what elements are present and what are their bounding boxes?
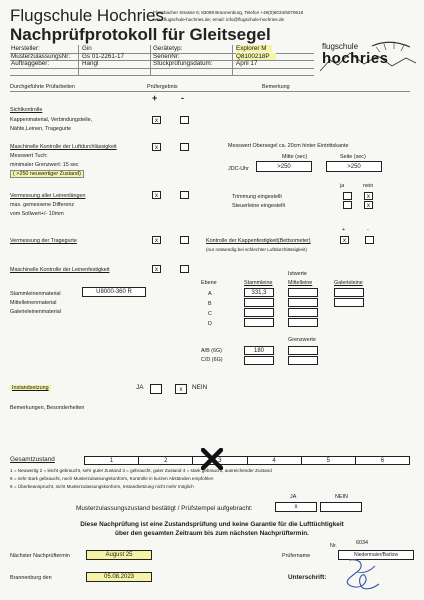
heading-work: Durchgeführte Prüfarbeiten — [10, 84, 76, 90]
level-cd-label: C/D (6G) — [201, 357, 223, 363]
condition-option-4[interactable]: 4 — [248, 457, 302, 464]
limit-ab-main: 180 — [244, 346, 274, 355]
place-date-value: 05.08.2023 — [86, 572, 152, 582]
value-approval-no: Gs 01-2261-17 — [82, 52, 125, 60]
inspector-label: Prüfername — [282, 553, 311, 559]
approval-question: Musterzulassungszustand bestätigt / Prüfstempel aufgebracht: — [76, 505, 253, 512]
logo-text-top: flugschule — [322, 42, 359, 51]
line-material-middle-label: Mittelleinenmaterial — [10, 300, 57, 306]
yes-label-1: ja — [340, 183, 345, 189]
condition-option-5[interactable]: 5 — [302, 457, 356, 464]
label-manufacturer: Hersteller: — [11, 45, 40, 52]
limit-ab-middle — [288, 346, 318, 355]
level-a: A — [208, 291, 212, 297]
limit-values-label: Grenzwerte — [288, 337, 316, 343]
number-value: 6034 — [356, 540, 368, 546]
line-material-gallery-label: Galerieleinenmaterial — [10, 309, 61, 315]
check-risers-title: Vermessung der Tragegurte — [10, 238, 77, 244]
repair-label: Instandsetzung — [12, 385, 49, 391]
no-label-1: nein — [363, 183, 374, 189]
hochries-logo — [320, 40, 416, 74]
condition-option-3[interactable]: 3 — [193, 457, 247, 464]
heading-result: Prüfergebnis — [147, 84, 178, 90]
check-risers-fail[interactable] — [180, 236, 189, 244]
check-porosity-sub2: minimaler Grenzwert: 15 sec — [10, 162, 79, 168]
place-date-label: Brannenburg den — [10, 575, 52, 581]
level-ab-label: A/B (6G) — [201, 348, 222, 354]
condition-mark-x — [201, 448, 223, 470]
value-piece-date: April 17 — [236, 60, 258, 67]
label-approval-no: MusterzulassungsNr: — [11, 52, 71, 60]
condition-option-2[interactable]: 2 — [139, 457, 193, 464]
number-label: Nr. — [330, 543, 337, 549]
disclaimer-line-1: Diese Nachprüfung ist eine Zustandsprüfung und keine Garantie für die Lufttüchtigkeit — [80, 521, 344, 528]
actual-value-label: Istwerte — [288, 271, 307, 277]
strength-b-main — [244, 298, 274, 307]
label-client: Auftraggeber: — [11, 60, 50, 67]
document-title: Nachprüfprotokoll für Gleitsegel — [10, 25, 271, 44]
repair-yes-box[interactable] — [150, 384, 162, 394]
minus-sign-2: - — [367, 227, 369, 233]
value-manufacturer: Gin — [82, 45, 92, 52]
check-porosity-title: Maschinelle Kontrolle der Luftdurchlässigkeit — [10, 144, 117, 150]
strength-b-gallery — [334, 298, 364, 307]
trim-no[interactable]: x — [364, 192, 373, 200]
logo-text-main: hochries — [322, 50, 389, 67]
scale-legend-1: 1 = Neuwertig 2 = leicht gebraucht, sehr guter Zustand 3 = gebraucht, guter Zustand 4 = stark gebraucht, ausreichender Zustand — [10, 468, 272, 473]
approval-yes-box[interactable]: x — [275, 502, 317, 512]
trim-yes[interactable] — [343, 192, 352, 200]
check-lines-title: Vermessung aller Leinenlängen — [10, 193, 86, 199]
check-lines-fail[interactable] — [180, 191, 189, 199]
canopy-plus[interactable]: x — [340, 236, 349, 244]
strength-c-middle — [288, 308, 318, 317]
porosity-device: JDC-Uhr — [228, 166, 249, 172]
minus-sign: - — [181, 93, 184, 103]
canopy-strength-title: Kontrolle der Kappenfestigkeit(Bettsometer) — [206, 238, 311, 244]
approval-no-label: NEIN — [335, 494, 348, 500]
line-material-main-value: U8000-360 R — [82, 287, 146, 297]
strength-c-main — [244, 308, 274, 317]
porosity-side-value: >250 — [326, 161, 382, 172]
check-line-strength-title: Maschinelle Kontrolle der Leinenfestigkeit — [10, 267, 110, 273]
middle-line-label: Mittelleine — [288, 280, 313, 286]
level-c: C — [208, 311, 212, 317]
label-serial-no: SerienNr: — [153, 52, 180, 60]
label-glider-type: Gerätetyp: — [153, 45, 183, 52]
strength-a-gallery — [334, 288, 364, 297]
check-visual-pass[interactable]: x — [152, 116, 161, 124]
repair-yes-label: JA — [136, 384, 144, 391]
school-name: Flugschule Hochries — [10, 6, 165, 25]
brake-yes[interactable] — [343, 201, 352, 209]
porosity-middle-value: >250 — [256, 161, 312, 172]
main-line-label: Stammleine — [244, 280, 273, 286]
check-porosity-sub1: Messwert Tuch: — [10, 153, 48, 159]
overall-condition-label: Gesamtzustand — [10, 456, 55, 463]
check-visual-fail[interactable] — [180, 116, 189, 124]
info-grid — [10, 45, 314, 75]
porosity-side-label: Seite (sec) — [340, 154, 366, 160]
plus-sign: + — [152, 93, 158, 103]
strength-a-middle — [288, 288, 318, 297]
value-client: Hangl — [82, 60, 99, 67]
condition-scale — [84, 456, 410, 465]
condition-option-1[interactable]: 1 — [85, 457, 139, 464]
check-visual-title: Sichtkontrolle — [10, 107, 43, 113]
condition-option-6[interactable]: 6 — [380, 458, 385, 464]
approval-no-box[interactable] — [320, 502, 362, 512]
strength-d-middle — [288, 318, 318, 327]
porosity-note: Messwert Obersegel ca. 20cm hinter Eintrittskante — [228, 143, 349, 149]
check-porosity-sub3: ( >250 neuwertiger Zustand) — [10, 170, 84, 178]
plus-sign-2: + — [342, 227, 346, 233]
repair-no-label: NEIN — [192, 384, 208, 391]
value-serial-no: Q8100218P — [236, 53, 276, 60]
check-line-strength-fail[interactable] — [180, 265, 189, 273]
remarks-label: Bemerkungen, Besonderheiten — [10, 405, 85, 411]
check-risers-pass[interactable]: x — [152, 236, 161, 244]
contact-line: www.flugschule-hochries.de; email: info@flugschule-hochries.de — [153, 17, 285, 22]
address-line: Flintsbacher Strasse 6; 83098 Brannenburg, Telefon +49(0)8034/6079618 — [153, 10, 304, 15]
check-line-strength-pass[interactable]: x — [152, 265, 161, 273]
signature-drawing — [335, 556, 385, 594]
signature-label: Unterschrift: — [288, 574, 327, 581]
canopy-strength-note: (nur notwendig bei schlechter Luftdurchlässigkeit) — [206, 247, 307, 252]
trim-label: Trimmung eingestellt — [232, 194, 282, 200]
strength-d-main — [244, 318, 274, 327]
canopy-minus[interactable] — [365, 236, 374, 244]
strength-a-main: 331,3 — [244, 288, 274, 297]
level-b: B — [208, 301, 212, 307]
limit-cd-middle — [288, 356, 318, 365]
level-label: Ebene — [201, 280, 217, 286]
line-material-main-label: Stammleinenmaterial — [10, 291, 61, 297]
label-piece-date: Stückprüfungsdatum: — [153, 60, 213, 67]
check-visual-sub1: Kappenmaterial, Verbindungsteile, — [10, 117, 93, 123]
brake-no[interactable]: x — [364, 201, 373, 209]
approval-yes-label: JA — [290, 494, 297, 500]
strength-b-middle — [288, 298, 318, 307]
scale-legend-2: 5 = sehr stark gebraucht, noch Musterzulassungskonform, Kontrolle in kurzen Abständen empfohlen — [10, 476, 214, 481]
check-lines-sub1: max. gemessene Differenz — [10, 202, 75, 208]
limit-cd-main — [244, 356, 274, 365]
next-inspection-label: Nächster Nachprüftermin — [10, 553, 70, 559]
repair-no-box[interactable]: x — [175, 384, 187, 394]
value-glider-type: Explorer M — [236, 45, 272, 52]
inspector-value: Niedermaier/Barlow — [338, 550, 414, 560]
next-inspection-value: August 25 — [86, 550, 152, 560]
check-porosity-pass[interactable]: x — [152, 143, 161, 151]
check-visual-sub2: Nähte,Leinen, Tragegurte — [10, 126, 72, 132]
disclaimer-line-2: über den gesamten Zeitraum bis zum nächsten Nachprüftermin. — [115, 530, 309, 537]
check-lines-sub2: vom Sollwert+/- 10mm — [10, 211, 64, 217]
check-lines-pass[interactable]: x — [152, 191, 161, 199]
scale-legend-3: 6 = Überbeansprucht, nicht Musterzulassungskonform, Instandsetzung nicht mehr möglich — [10, 484, 194, 489]
porosity-middle-label: Mitte (sec) — [282, 154, 308, 160]
level-d: D — [208, 321, 212, 327]
heading-remark: Bemerkung — [262, 84, 290, 90]
gallery-line-label: Galerieleine — [334, 280, 363, 286]
check-porosity-fail[interactable] — [180, 143, 189, 151]
brake-label: Steuerleine eingestellt — [232, 203, 286, 209]
